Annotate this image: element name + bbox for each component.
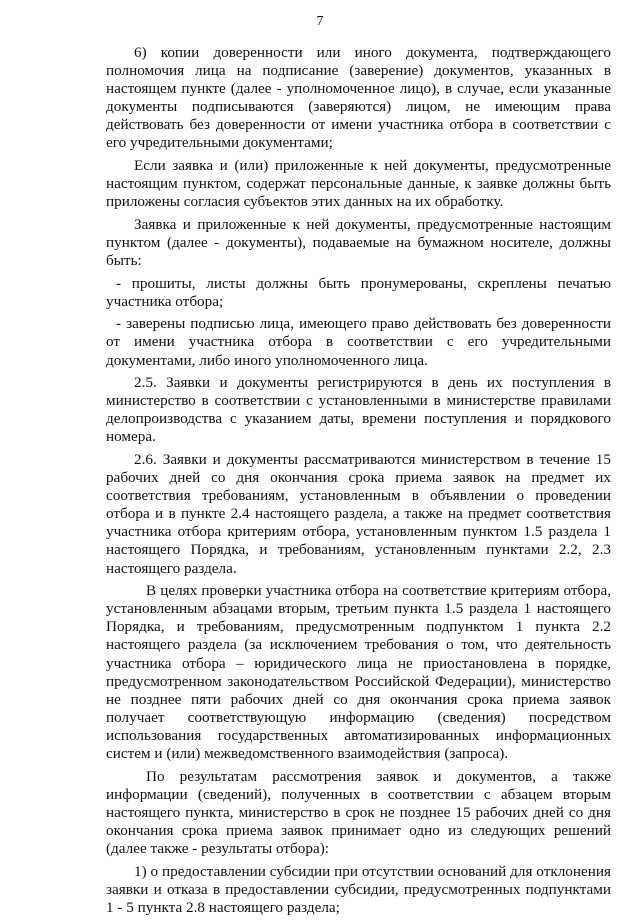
paragraph-2-6-review: 2.6. Заявки и документы рассматриваются министерством в течение 15 рабочих дней со дня окончания срока приема заявок на предмет их соответствия требованиям, установленным в объявлении о проведении отбора и в пункте 2.4 настоящего раздела, а также на предмет соответствия участника отбора критериям отбора, установленным пунктом 1.5 раздела 1 настоящего Порядка, и требованиям, установленным пунктами 2.2, 2.3 настоящего раздела. <box>106 450 611 577</box>
paragraph-verification: В целях проверки участника отбора на соответствие критериям отбора, установленным абзацами вторым, третьим пункта 1.5 раздела 1 настоящего Порядка, и требованиям, предусмотренным подпунктом 1 пункта 2.2 настоящего раздела (за исключением требования о том, что деятельность участника отбора – юридического лица не приостановлена в порядке, предусмотренном законодательством Российской Федерации), министерство не позднее пяти рабочих дней со дня окончания срока приема заявок получает соответствующую информацию (сведения) посредством использования государственных автоматизированных информационных систем и (или) межведомственного взаимодействия (запроса). <box>106 582 611 762</box>
paragraph-review-results: По результатам рассмотрения заявок и документов, а также информации (сведений), полученных в соответствии с абзацем вторым настоящего пункта, министерство в срок не позднее 15 рабочих дней со дня окончания срока приема заявок принимает одно из следующих решений (далее также - результаты отбора): <box>106 767 611 857</box>
list-item-grant-decision: 1) о предоставлении субсидии при отсутствии оснований для отклонения заявки и отказа в предоставлении субсидии, предусмотренных подпунктами 1 - 5 пункта 2.8 настоящего раздела; <box>106 862 611 916</box>
paragraph-personal-data: Если заявка и (или) приложенные к ней документы, предусмотренные настоящим пунктом, содержат персональные данные, к заявке должны быть приложены согласия субъектов этих данных на их обработку. <box>106 157 611 211</box>
list-item-certified: - заверены подписью лица, имеющего право действовать без доверенности от имени участника отбора в соответствии с его учредительными документами, либо иного уполномоченного лица. <box>106 315 611 369</box>
page-number: 7 <box>316 14 324 29</box>
paragraph-2-5-registration: 2.5. Заявки и документы регистрируются в день их поступления в министерство в соответствии с установленными в министерстве правилами делопроизводства с указанием даты, времени поступления и порядкового номера. <box>106 374 611 446</box>
paragraph-paper-documents: Заявка и приложенные к ней документы, предусмотренные настоящим пунктом (далее - документы), подаваемые на бумажном носителе, должны быть: <box>106 215 611 270</box>
paragraph-item-6-copies: 6) копии доверенности или иного документа, подтверждающего полномочия лица на подписание (заверение) документов, указанных в настоящем пункте (далее - уполномоченное лицо), в случае, если указанные документы подписываются (заверяются) лицом, не имеющим права действовать без доверенности от имени участника отбора в соответствии с его учредительными документами; <box>106 44 611 152</box>
list-item-stitched: - прошиты, листы должны быть пронумерованы, скреплены печатью участника отбора; <box>106 274 611 310</box>
document-body <box>106 44 611 921</box>
